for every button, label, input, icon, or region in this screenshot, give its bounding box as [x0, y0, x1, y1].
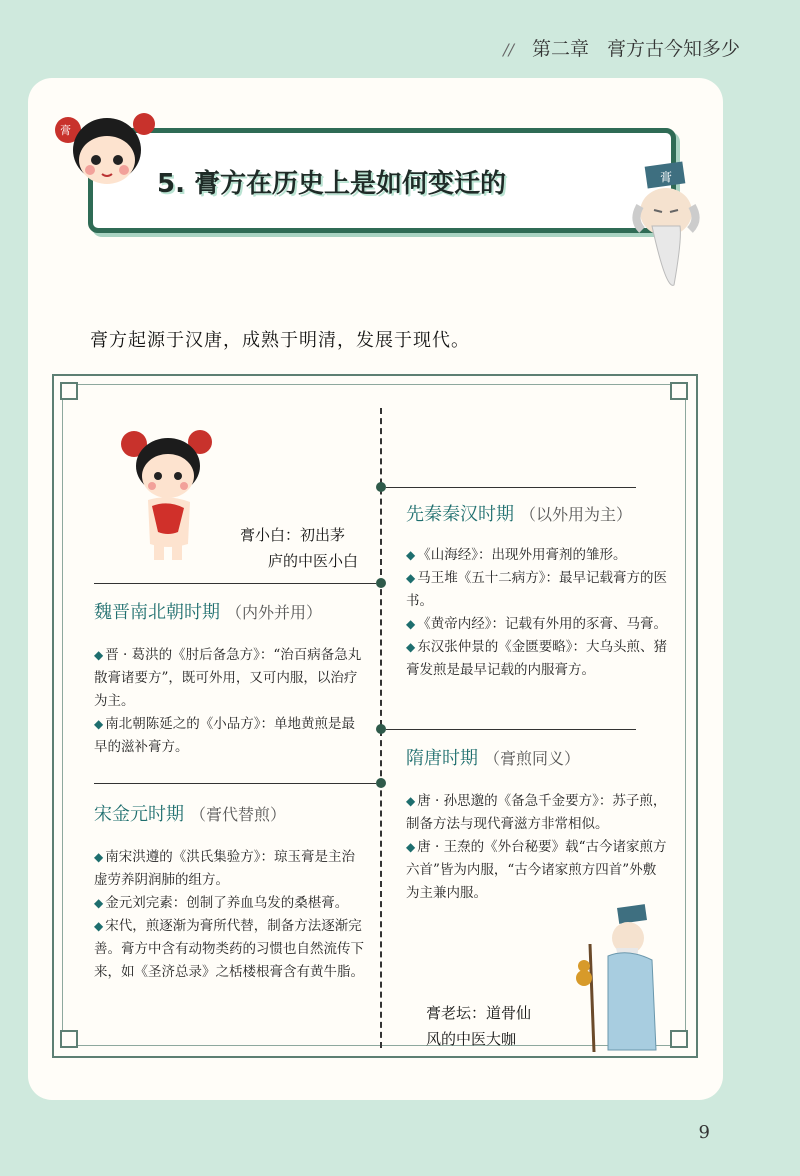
- frame-corner-bl: [60, 1030, 78, 1048]
- timeline-node: [376, 724, 386, 734]
- timeline-node: [376, 482, 386, 492]
- xiaobai-caption: [240, 522, 358, 574]
- period-name: 魏晋南北朝时期: [94, 602, 220, 623]
- period-name: 宋金元时期: [94, 804, 184, 825]
- period-items: [406, 544, 668, 682]
- divider-line: [94, 783, 376, 784]
- period-title: [94, 800, 286, 826]
- period-item: [94, 892, 364, 915]
- frame-corner-br: [670, 1030, 688, 1048]
- section-title: 5. 膏方在历史上是如何变迁的: [157, 169, 507, 199]
- diamond-bullet-icon: ◆: [94, 717, 104, 731]
- intro-sentence: 膏方起源于汉唐，成熟于明清，发展于现代。: [90, 330, 470, 351]
- chapter-number: 第二章: [531, 38, 589, 60]
- diamond-bullet-icon: ◆: [94, 648, 104, 662]
- period-item-text: 唐 · 孙思邈的《备急千金要方》：苏子煎，制备方法与现代膏滋方非常相似。: [406, 793, 667, 832]
- diamond-bullet-icon: ◆: [94, 919, 104, 933]
- period-item: [94, 644, 364, 713]
- period-item-text: 南宋洪遵的《洪氏集验方》：琼玉膏是主治虚劳养阴润肺的组方。: [94, 849, 355, 888]
- header-slashes: //: [503, 40, 514, 59]
- diamond-bullet-icon: ◆: [406, 640, 416, 654]
- period-note: （以外用为主）: [520, 505, 633, 524]
- period-note: （膏煎同义）: [484, 749, 581, 768]
- period-item: [94, 915, 364, 984]
- period-item: [406, 544, 668, 567]
- girl-avatar-icon: [52, 104, 162, 194]
- laotan-caption-line: 膏老坛：道骨仙: [426, 1004, 532, 1022]
- period-item-text: 《黄帝内经》：记载有外用的豕膏、马膏。: [417, 616, 667, 632]
- diamond-bullet-icon: ◆: [94, 896, 104, 910]
- xiaobai-caption-line: 庐的中医小白: [268, 552, 359, 570]
- laotan-caption-line: 风的中医大咖: [426, 1030, 517, 1048]
- period-items: [94, 644, 364, 759]
- timeline-node: [376, 578, 386, 588]
- period-note: （内外并用）: [226, 603, 323, 622]
- diamond-bullet-icon: ◆: [94, 850, 104, 864]
- period-item-text: 南北朝陈延之的《小品方》：单地黄煎是最早的滋补膏方。: [94, 716, 355, 755]
- period-title: [406, 744, 580, 770]
- period-item: [94, 713, 364, 759]
- divider-line: [386, 487, 636, 488]
- period-item-text: 唐 · 王焘的《外台秘要》载“古今诸家煎方六首”皆为内服，“古今诸家煎方四首”外敷为主兼内服。: [406, 839, 667, 901]
- diamond-bullet-icon: ◆: [406, 548, 416, 562]
- period-item: [406, 613, 668, 636]
- xiaobai-caption-line: 膏小白：初出茅: [240, 526, 346, 544]
- period-item-text: 金元刘完素：创制了养血乌发的桑椹膏。: [105, 895, 349, 911]
- period-item: [94, 846, 364, 892]
- period-item-text: 宋代，煎逐渐为膏所代替，制备方法逐渐完善。膏方中含有动物类药的习惯也自然流传下来，如《圣济总录》之栝楼根膏含有黄牛脂。: [94, 918, 364, 980]
- diamond-bullet-icon: ◆: [406, 571, 416, 585]
- divider-line: [386, 729, 636, 730]
- girl-badge-label: 膏: [60, 124, 71, 137]
- xiaobai-character-icon: [112, 424, 222, 564]
- period-items: [94, 846, 364, 984]
- diamond-bullet-icon: ◆: [406, 617, 416, 631]
- period-name: 隋唐时期: [406, 748, 478, 769]
- period-item-text: 东汉张仲景的《金匮要略》：大乌头煎、猪膏发煎是最早记载的内服膏方。: [406, 639, 667, 678]
- laotan-character-icon: [568, 904, 668, 1054]
- laotan-caption: [426, 1000, 531, 1052]
- period-note: （膏代替煎）: [190, 805, 287, 824]
- period-title: [406, 500, 632, 526]
- chapter-title: 膏方古今知多少: [606, 38, 740, 60]
- period-item-text: 马王堆《五十二病方》：最早记载膏方的医书。: [406, 570, 667, 609]
- diamond-bullet-icon: ◆: [406, 840, 416, 854]
- period-item-text: 《山海经》：出现外用膏剂的雏形。: [417, 547, 627, 563]
- section-title-box: [88, 128, 676, 233]
- timeline-node: [376, 778, 386, 788]
- frame-corner-tr: [670, 382, 688, 400]
- period-title: [94, 598, 322, 624]
- period-items: [406, 790, 668, 905]
- page-number: 9: [698, 1122, 710, 1143]
- period-item: [406, 836, 668, 905]
- period-item: [406, 790, 668, 836]
- diamond-bullet-icon: ◆: [406, 794, 416, 808]
- divider-line: [94, 583, 376, 584]
- old-man-badge-label: 膏: [660, 170, 673, 184]
- running-header: [503, 34, 740, 61]
- period-item: [406, 567, 668, 613]
- period-item: [406, 636, 668, 682]
- frame-corner-tl: [60, 382, 78, 400]
- period-name: 先秦秦汉时期: [406, 504, 514, 525]
- period-item-text: 晋 · 葛洪的《肘后备急方》：“治百病备急丸散膏诸要方”，既可外用，又可内服，以治疗为主。: [94, 647, 362, 709]
